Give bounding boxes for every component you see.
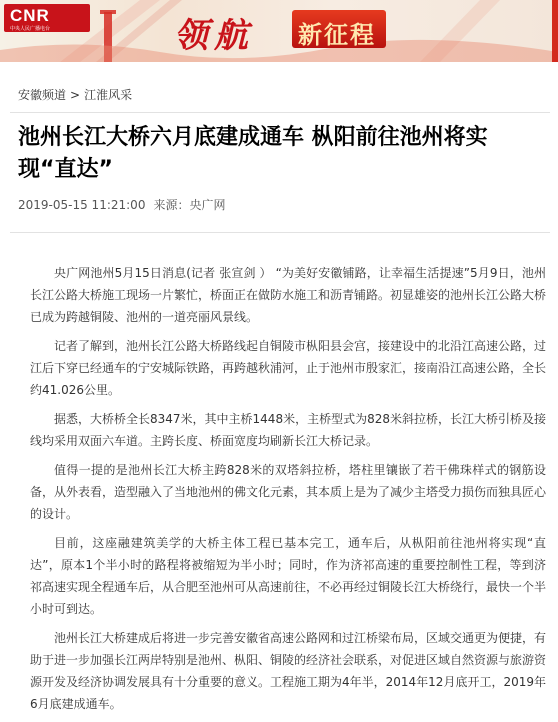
logo-subtitle: 中央人民广播电台 [10,26,51,32]
breadcrumb-separator: > [70,88,81,102]
paragraph: 央广网池州5月15日消息(记者 张宣剑 ） “为美好安徽铺路，让幸福生活提速”5月9日，池州长江公路大桥施工现场一片繁忙，桥面正在做防水施工和沥青铺路。初显雄姿的池州长江公路大桥已成为跨越铜陵、池州的一道亮丽风景线。 [30,266,547,324]
article-meta [18,196,225,213]
breadcrumb [18,86,132,103]
article-body [30,262,546,722]
banner-badge-text: 新征程 [298,21,376,49]
banner-edge [552,0,558,62]
logo-text: CNR [10,6,50,25]
paragraph: 记者了解到，池州长江公路大桥路线起自铜陵市枞阳县会宫，接建设中的北沿江高速公路，过江后下穿已经通车的宁安城际铁路，再跨越秋浦河，止于池州市殷家汇，接南沿江高速公路，全长约41.026公里。 [30,339,547,397]
cnr-logo[interactable] [4,4,90,32]
paragraph: 据悉，大桥桥全长8347米，其中主桥1448米，主桥型式为828米斜拉桥，长江大桥引桥及接线均采用双面六车道。主跨长度、桥面宽度均刷新长江大桥记录。 [30,412,546,448]
paragraph: 值得一提的是池州长江大桥主跨828米的双塔斜拉桥，塔柱里镶嵌了若干佛珠样式的钢筋设备，从外表看，造型融入了当地池州的佛文化元素，其本质上是为了减少主塔受力损伤而独具匠心的设计。 [30,463,547,521]
banner-title: 领航 [174,16,254,56]
article-title: 池州长江大桥六月底建成通车 枞阳前往池州将实现“直达” [18,125,488,182]
breadcrumb-item-jianghuai[interactable]: 江淮风采 [84,88,133,102]
banner-badge [292,10,386,48]
article-source: 来源：央广网 [153,198,226,212]
breadcrumb-item-anhui[interactable]: 安徽频道 [18,88,67,102]
header-banner [0,0,558,62]
divider [10,112,550,113]
divider [10,232,550,233]
paragraph: 目前，这座融建筑美学的大桥主体工程已基本完工，通车后，从枞阳前往池州将实现“直达”，原本1个半小时的路程将被缩短为半小时；同时，作为济祁高速的重要控制性工程，等到济祁高速实现全程通车后，从合肥至池州可从高速前往，不必再经过铜陵长江大桥绕行，最快一个半小时可到达。 [30,536,547,616]
paragraph: 池州长江大桥建成后将进一步完善安徽省高速公路网和过江桥梁布局，区域交通更为便捷，有助于进一步加强长江两岸特别是池州、枞阳、铜陵的经济社会联系，对促进区域自然资源与旅游资源开发及经济协调发展具有十分重要的意义。工程施工期为4年半，2014年12月底开工，2019年6月底建成通车。 [30,631,547,711]
publish-date: 2019-05-15 11:21:00 [18,198,146,212]
